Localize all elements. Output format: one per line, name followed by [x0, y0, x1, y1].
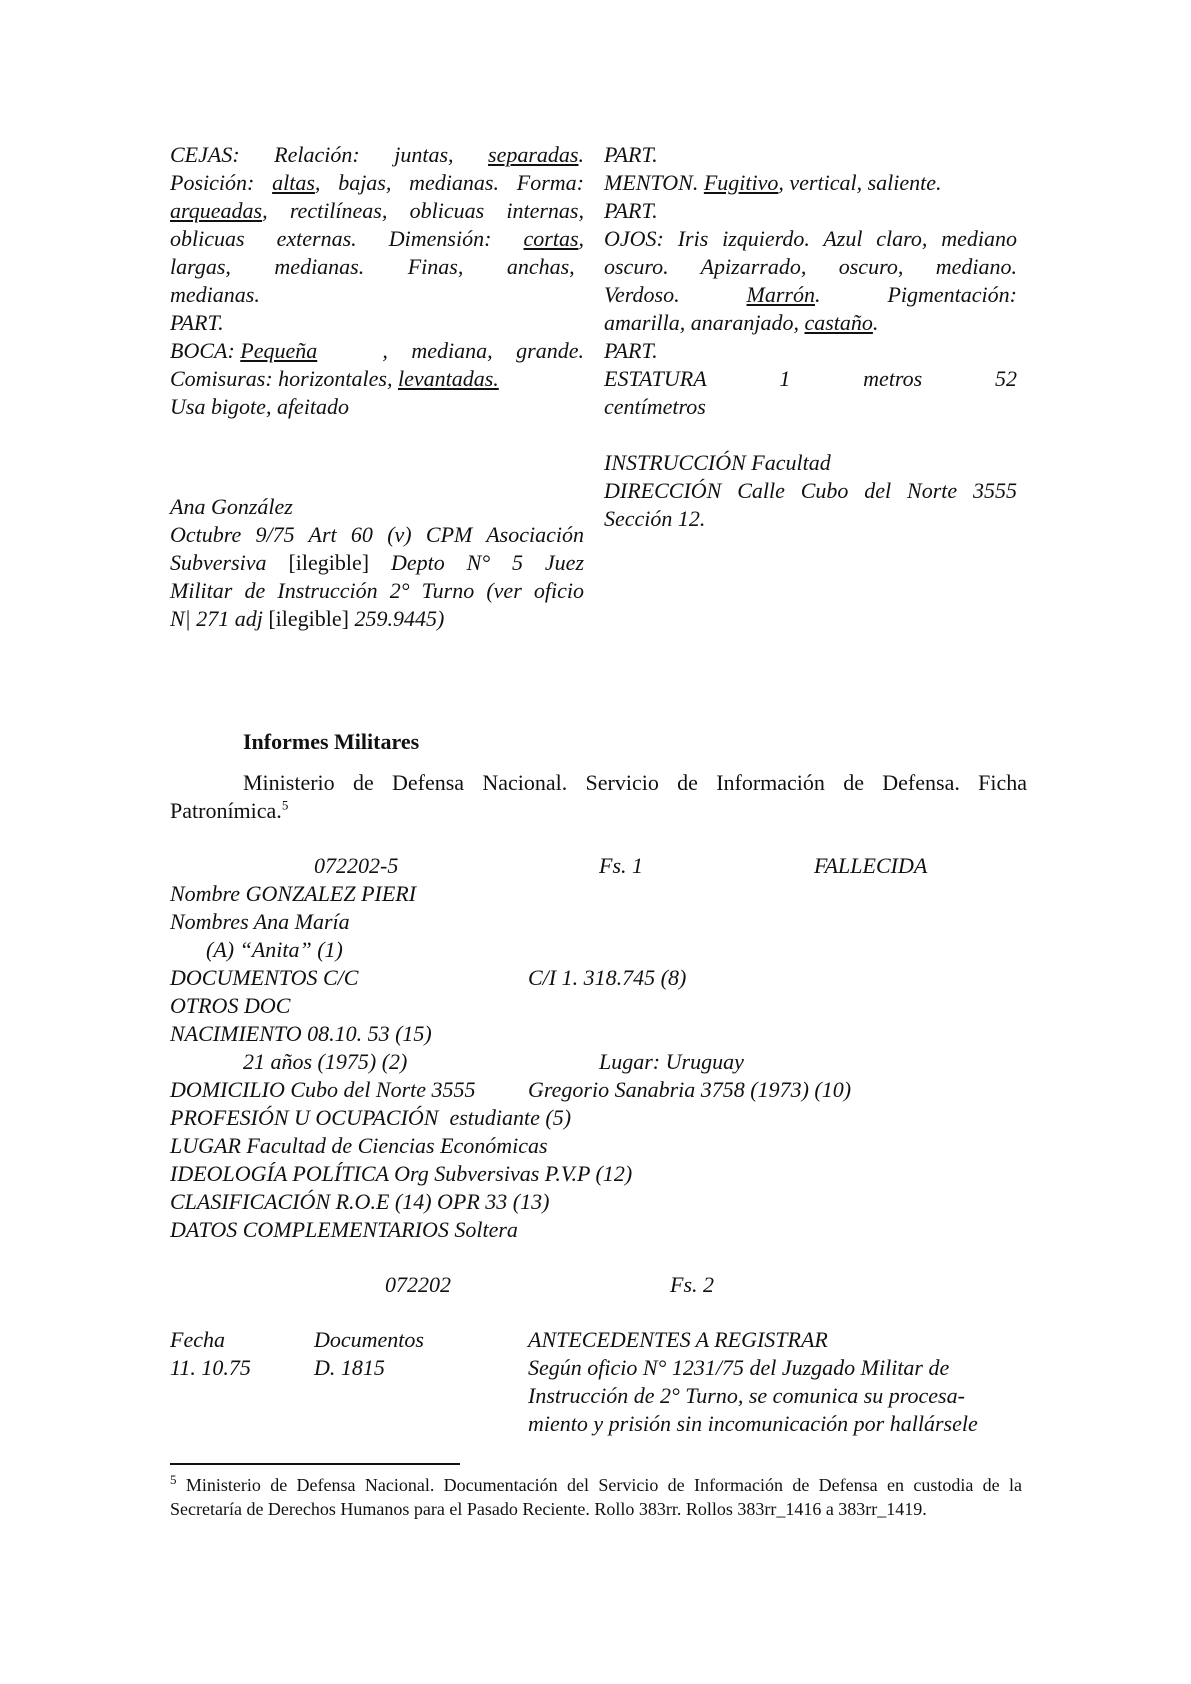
ojos-verdoso: Verdoso. [604, 282, 680, 307]
right-line-menton [604, 169, 1017, 197]
boca-text: BOCA: [170, 338, 241, 363]
footnote-text: Ministerio de Defensa Nacional. Documentación del Servicio de Información de Defensa en custodia de la Secretaría de Derechos Humanos para el Pasado Reciente. Rollo 383rr. Rollos 383rr_1416 a 383rr_1419. [170, 1475, 1022, 1519]
record-oficio: N| 271 adj [170, 606, 263, 631]
ficha2-fs: Fs. 2 [670, 1272, 714, 1297]
record-line-3: Militar de Instrucción 2° Turno (ver oficio [170, 578, 584, 603]
ficha1-edad: 21 años (1975) (2) [243, 1049, 408, 1074]
menton-text: MENTON. [604, 170, 704, 195]
ojos-marron-period: . [815, 282, 821, 307]
record-ilegible-2: [ilegible] [268, 606, 349, 631]
left-line-largas: largas, medianas. Finas, anchas, [170, 254, 575, 279]
left-column [170, 141, 584, 421]
left-line-bigote: Usa bigote, afeitado [170, 394, 350, 419]
ficha1-lugar-nacimiento: Lugar: Uruguay [599, 1049, 744, 1074]
patronimica-text: Patronímica. [170, 798, 282, 823]
right-line-blank [604, 421, 1017, 449]
ficha2-col-antecedentes: ANTECEDENTES A REGISTRAR [528, 1327, 828, 1352]
record-ilegible-1: [ilegible] [288, 550, 370, 575]
ficha2-col-documentos: Documentos [314, 1327, 424, 1352]
footnote-separator [170, 1463, 460, 1465]
right-line-part-2: PART. [604, 198, 658, 223]
ficha1-otros-doc: OTROS DOC [170, 993, 291, 1018]
ficha1-number: 072202-5 [314, 853, 399, 878]
boca-label [170, 337, 317, 365]
left-line-posicion [170, 169, 584, 197]
ficha1-ci: C/I 1. 318.745 (8) [528, 965, 687, 990]
cejas-relacion: Relación: [274, 142, 360, 167]
pigmento-text: amarilla, anaranjado, [604, 310, 805, 335]
footnote-reference: 5 [281, 797, 289, 813]
left-line-cejas [170, 141, 584, 169]
section-heading: Informes Militares [243, 729, 420, 754]
footnote-number: 5 [170, 1472, 177, 1487]
right-line-part-3: PART. [604, 338, 658, 363]
left-line-medianas: medianas. [170, 282, 260, 307]
right-line-seccion: Sección 12. [604, 506, 706, 531]
left-line-arqueadas [170, 197, 584, 225]
ojos-pigmentacion: Pigmentación: [887, 282, 1017, 307]
right-line-oscuro: oscuro. Apizarrado, oscuro, mediano. [604, 254, 1017, 279]
menton-rest: , vertical, saliente. [778, 170, 942, 195]
right-line-centimetros: centímetros [604, 394, 706, 419]
record-line-4 [170, 605, 584, 633]
ficha1-domicilio: DOMICILIO Cubo del Norte 3555 [170, 1077, 476, 1102]
ficha1-documentos: DOCUMENTOS C/C [170, 965, 359, 990]
ficha1-ideologia: IDEOLOGÍA POLÍTICA Org Subversivas P.V.P (12) [170, 1161, 633, 1186]
estatura-metros-value: 1 [779, 366, 791, 391]
cejas-period: . [578, 142, 584, 167]
right-line-estatura [604, 365, 1017, 393]
record-depto: Depto N° 5 Juez [390, 550, 585, 575]
ficha1-nombres: Nombres Ana María [170, 909, 350, 934]
menton-fugitivo: Fugitivo [703, 170, 779, 195]
cejas-juntas: juntas, [394, 142, 454, 167]
ficha1-alias: (A) “Anita” (1) [206, 937, 343, 962]
estatura-label: ESTATURA [604, 366, 707, 391]
left-line-comisuras [170, 365, 584, 393]
pigmento-period: . [872, 310, 879, 335]
ficha2-fecha: 11. 10.75 [170, 1355, 251, 1380]
estatura-cm-value: 52 [995, 366, 1017, 391]
ficha1-status: FALLECIDA [814, 853, 928, 878]
record-subversiva: Subversiva [170, 550, 267, 575]
right-column [604, 141, 1017, 533]
ficha1-datos-complementarios: DATOS COMPLEMENTARIOS Soltera [170, 1217, 518, 1242]
ficha1-domicilio-2: Gregorio Sanabria 3758 (1973) (10) [528, 1077, 852, 1102]
comisuras-levantadas: levantadas. [397, 366, 499, 391]
dimension-comma: , [578, 226, 584, 251]
section-paragraph-line-1: Ministerio de Defensa Nacional. Servicio de Información de Defensa. Ficha [243, 770, 1027, 795]
posicion-rest: , bajas, medianas. Forma: [314, 170, 584, 195]
ficha2-col-fecha: Fecha [170, 1327, 225, 1352]
forma-rest: , rectilíneas, oblicuas internas, [262, 198, 584, 223]
ficha1-nombre: Nombre GONZALEZ PIERI [170, 881, 417, 906]
ficha2-antecedente-line-2: Instrucción de 2° Turno, se comunica su procesa- [528, 1383, 965, 1408]
footnote [170, 1473, 1022, 1521]
right-line-ojos: OJOS: Iris izquierdo. Azul claro, mediano [604, 226, 1017, 251]
ficha1-nacimiento: NACIMIENTO 08.10. 53 (15) [170, 1021, 432, 1046]
ficha2-number: 072202 [385, 1272, 451, 1297]
left-line-part: PART. [170, 310, 224, 335]
cejas-label: CEJAS: [170, 142, 240, 167]
ficha1-clasificacion: CLASIFICACIÓN R.O.E (14) OPR 33 (13) [170, 1189, 550, 1214]
ficha2-documento: D. 1815 [314, 1355, 385, 1380]
ficha1-fs: Fs. 1 [599, 853, 643, 878]
comisuras-text: Comisuras: horizontales, [170, 366, 398, 391]
record-number: 259.9445) [354, 606, 445, 631]
cejas-separadas [488, 141, 584, 169]
right-line-instruccion: INSTRUCCIÓN Facultad [604, 450, 831, 475]
record-line-2 [170, 549, 584, 577]
pigmento-castano: castaño [804, 310, 873, 335]
estatura-metros-unit: metros [863, 366, 923, 391]
ojos-marron [747, 281, 821, 309]
ojos-marron-underlined: Marrón [746, 282, 815, 307]
record-name: Ana González [170, 494, 293, 519]
left-line-boca [170, 337, 584, 365]
right-line-part-1: PART. [604, 142, 658, 167]
right-line-verdoso [604, 281, 1017, 309]
forma-arqueadas: arqueadas [170, 198, 263, 223]
right-line-amarilla [604, 309, 1017, 337]
boca-rest: , mediana, grande. [382, 338, 584, 363]
section-paragraph-line-2 [170, 797, 288, 825]
ficha1-profesion: PROFESIÓN U OCUPACIÓN estudiante (5) [170, 1105, 572, 1130]
posicion-text: Posición: [170, 170, 273, 195]
dimension-text: oblicuas externas. Dimensión: [170, 226, 524, 251]
record-block [170, 493, 584, 633]
posicion-altas: altas [272, 170, 315, 195]
boca-pequena: Pequeña [240, 338, 318, 363]
right-line-direccion: DIRECCIÓN Calle Cubo del Norte 3555 [604, 478, 1017, 503]
ficha2-antecedente-line-1: Según oficio N° 1231/75 del Juzgado Militar de [528, 1355, 950, 1380]
ficha2-antecedente-line-3: miento y prisión sin incomunicación por hallársele [528, 1411, 978, 1436]
cejas-separadas-underlined: separadas [488, 142, 579, 167]
record-line-1: Octubre 9/75 Art 60 (v) CPM Asociación [170, 522, 584, 547]
ficha1-lugar: LUGAR Facultad de Ciencias Económicas [170, 1133, 548, 1158]
dimension-cortas: cortas [523, 226, 579, 251]
left-line-dimension [170, 225, 584, 253]
